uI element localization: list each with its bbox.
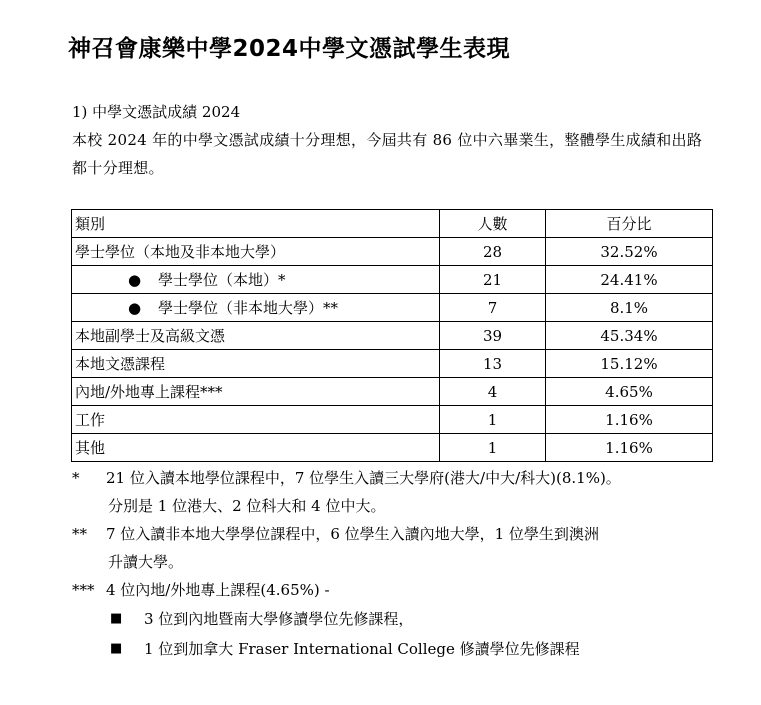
row-count: 1 xyxy=(440,406,546,434)
row-label: 學士學位（本地）* xyxy=(158,271,286,289)
row-label-cell xyxy=(72,266,440,294)
section-heading: 1) 中學文憑試成績 2024 xyxy=(72,103,241,121)
row-percent: 32.52% xyxy=(546,238,713,266)
row-label: 本地副學士及高級文憑 xyxy=(72,322,440,350)
page-title: 神召會康樂中學2024中學文憑試學生表現 xyxy=(68,36,511,62)
row-percent: 8.1% xyxy=(546,294,713,322)
row-count: 13 xyxy=(440,350,546,378)
row-percent: 1.16% xyxy=(546,406,713,434)
row-percent: 1.16% xyxy=(546,434,713,462)
table-row xyxy=(72,294,713,322)
row-label: 學士學位（本地及非本地大學） xyxy=(72,238,440,266)
results-table xyxy=(71,209,713,462)
square-bullet-icon: ■ xyxy=(110,611,123,626)
table-row xyxy=(72,434,713,462)
table-row xyxy=(72,266,713,294)
section-body: 本校 2024 年的中學文憑試成績十分理想，今屆共有 86 位中六畢業生，整體學生成績和出路都十分理想。 xyxy=(72,131,703,177)
bullet-dot-icon: ● xyxy=(128,299,142,317)
footnote-2 xyxy=(72,520,722,548)
header-percent: 百分比 xyxy=(546,210,713,238)
row-label: 工作 xyxy=(72,406,440,434)
row-label: 其他 xyxy=(72,434,440,462)
footnote-3 xyxy=(72,576,722,604)
square-bullet-icon: ■ xyxy=(110,641,123,656)
row-label: 學士學位（非本地大學）** xyxy=(158,299,339,317)
list-item xyxy=(72,634,722,664)
row-count: 28 xyxy=(440,238,546,266)
footnote-1 xyxy=(72,464,722,492)
row-count: 21 xyxy=(440,266,546,294)
header-category: 類別 xyxy=(72,210,440,238)
footnote-continuation: 升讀大學。 xyxy=(108,553,184,571)
list-item-text: 3 位到內地暨南大學修讀學位先修課程， xyxy=(144,610,414,628)
row-label-cell xyxy=(72,294,440,322)
row-percent: 15.12% xyxy=(546,350,713,378)
bullet-dot-icon: ● xyxy=(128,271,142,289)
list-item xyxy=(72,604,722,634)
row-count: 39 xyxy=(440,322,546,350)
footnote-text: 21 位入讀本地學位課程中，7 位學生入讀三大學府(港大/中大/科大)(8.1%)。 xyxy=(106,469,621,487)
footnotes xyxy=(72,464,722,664)
table-row xyxy=(72,406,713,434)
table-row xyxy=(72,378,713,406)
table-header-row xyxy=(72,210,713,238)
row-count: 4 xyxy=(440,378,546,406)
footnote-continuation: 分別是 1 位港大、2 位科大和 4 位中大。 xyxy=(108,497,386,515)
row-label: 本地文憑課程 xyxy=(72,350,440,378)
footnote-mark: * xyxy=(72,469,80,487)
footnote-mark: ** xyxy=(72,525,87,543)
row-count: 7 xyxy=(440,294,546,322)
footnote-mark: *** xyxy=(72,581,95,599)
header-count: 人數 xyxy=(440,210,546,238)
row-percent: 4.65% xyxy=(546,378,713,406)
table-row xyxy=(72,322,713,350)
row-percent: 24.41% xyxy=(546,266,713,294)
footnote-text: 7 位入讀非本地大學學位課程中，6 位學生入讀內地大學，1 位學生到澳洲 xyxy=(106,525,599,543)
row-percent: 45.34% xyxy=(546,322,713,350)
table-row xyxy=(72,238,713,266)
table-row xyxy=(72,350,713,378)
list-item-text: 1 位到加拿大 Fraser International College 修讀學位先修課程 xyxy=(144,640,580,658)
row-label: 內地/外地專上課程*** xyxy=(72,378,440,406)
footnote-text: 4 位內地/外地專上課程(4.65%) - xyxy=(106,581,330,599)
row-count: 1 xyxy=(440,434,546,462)
